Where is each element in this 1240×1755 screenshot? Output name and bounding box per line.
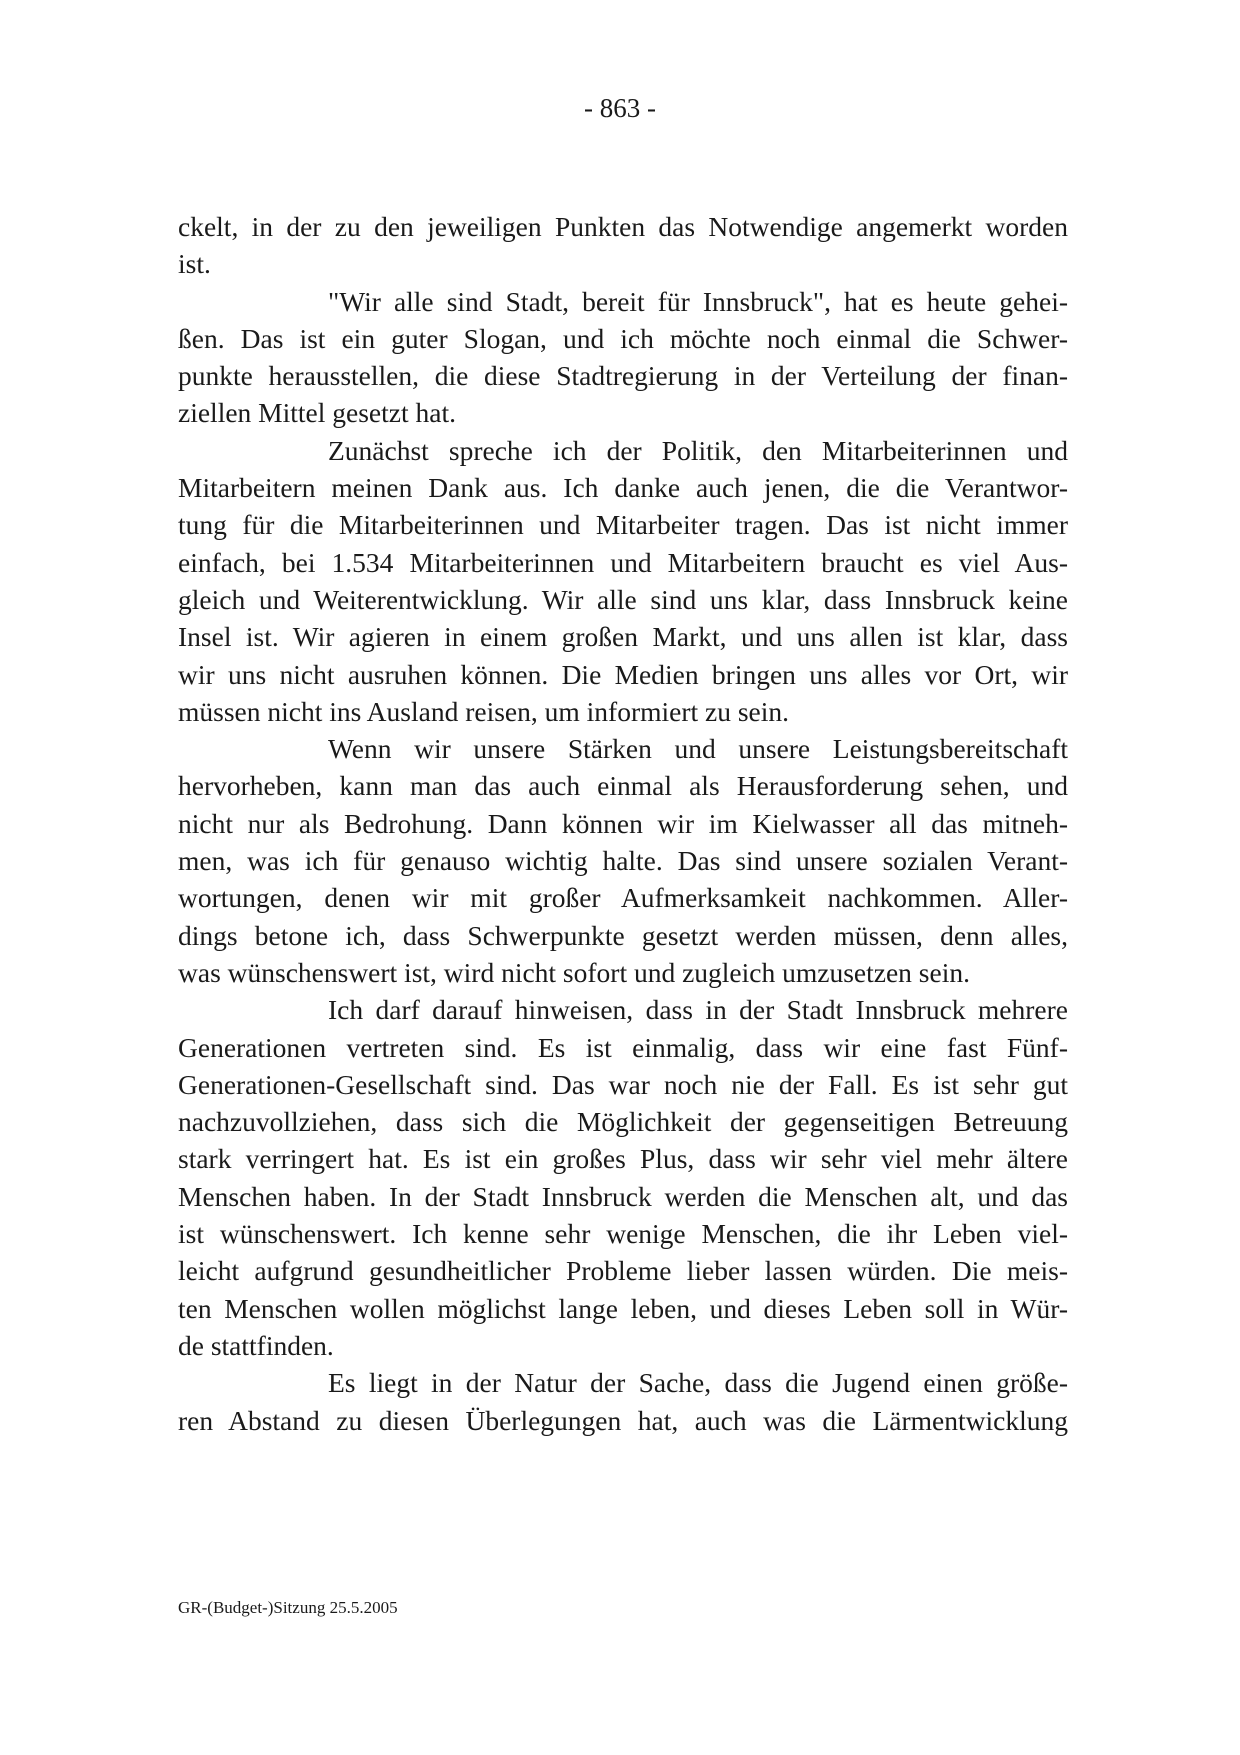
- text-line: hervorheben, kann man das auch einmal als Herausforderung sehen, und: [178, 770, 1068, 802]
- text-line: ziellen Mittel gesetzt hat.: [178, 397, 456, 429]
- text-line: Generationen-Gesellschaft sind. Das war noch nie der Fall. Es ist sehr gut: [178, 1068, 1068, 1100]
- text-line: stark verringert hat. Es ist ein großes Plus, dass wir sehr viel mehr ältere: [178, 1143, 1068, 1175]
- text-line: was wünschenswert ist, wird nicht sofort und zugleich umzusetzen sein.: [178, 956, 970, 988]
- text-line: ren Abstand zu diesen Überlegungen hat, auch was die Lärmentwicklung: [178, 1404, 1068, 1436]
- text-line: ßen. Das ist ein guter Slogan, und ich möchte noch einmal die Schwer-: [178, 322, 1068, 354]
- text-line: nicht nur als Bedrohung. Dann können wir im Kielwasser all das mitneh-: [178, 807, 1068, 839]
- text-line: ist.: [178, 248, 211, 280]
- text-line: de stattfinden.: [178, 1329, 334, 1361]
- text-line: Wenn wir unsere Stärken und unsere Leistungsbereitschaft: [328, 733, 1068, 765]
- text-line: tung für die Mitarbeiterinnen und Mitarbeiter tragen. Das ist nicht immer: [178, 509, 1068, 541]
- text-line: Menschen haben. In der Stadt Innsbruck werden die Menschen alt, und das: [178, 1180, 1068, 1212]
- text-line: ten Menschen wollen möglichst lange leben, und dieses Leben soll in Wür-: [178, 1292, 1068, 1324]
- body-text: [178, 208, 1068, 1439]
- text-line: Ich darf darauf hinweisen, dass in der Stadt Innsbruck mehrere: [328, 994, 1068, 1026]
- text-line: men, was ich für genauso wichtig halte. Das sind unsere sozialen Verant-: [178, 845, 1068, 877]
- text-line: müssen nicht ins Ausland reisen, um informiert zu sein.: [178, 695, 790, 727]
- text-line: wortungen, denen wir mit großer Aufmerksamkeit nachkommen. Aller-: [178, 882, 1068, 914]
- text-line: Insel ist. Wir agieren in einem großen Markt, und uns allen ist klar, dass: [178, 621, 1068, 653]
- text-line: Es liegt in der Natur der Sache, dass die Jugend einen größe-: [328, 1367, 1068, 1399]
- text-line: Mitarbeitern meinen Dank aus. Ich danke auch jenen, die die Verantwor-: [178, 472, 1068, 504]
- text-line: dings betone ich, dass Schwerpunkte gesetzt werden müssen, denn alles,: [178, 919, 1068, 951]
- footer-session-label: GR-(Budget-)Sitzung 25.5.2005: [178, 1598, 398, 1617]
- text-line: Zunächst spreche ich der Politik, den Mitarbeiterinnen und: [328, 434, 1068, 466]
- text-line: einfach, bei 1.534 Mitarbeiterinnen und Mitarbeitern braucht es viel Aus-: [178, 546, 1068, 578]
- text-line: ist wünschenswert. Ich kenne sehr wenige Menschen, die ihr Leben viel-: [178, 1218, 1068, 1250]
- text-line: ckelt, in der zu den jeweiligen Punkten das Notwendige angemerkt worden: [178, 211, 1068, 242]
- text-line: Generationen vertreten sind. Es ist einmalig, dass wir eine fast Fünf-: [178, 1031, 1068, 1063]
- text-line: leicht aufgrund gesundheitlicher Probleme lieber lassen würden. Die meis-: [178, 1255, 1068, 1287]
- text-line: "Wir alle sind Stadt, bereit für Innsbruck", hat es heute gehei-: [328, 285, 1068, 317]
- page-number: - 863 -: [584, 93, 656, 123]
- text-line: punkte herausstellen, die diese Stadtregierung in der Verteilung der finan-: [178, 360, 1068, 392]
- text-line: gleich und Weiterentwicklung. Wir alle sind uns klar, dass Innsbruck keine: [178, 583, 1068, 615]
- text-line: nachzuvollziehen, dass sich die Möglichkeit der gegenseitigen Betreuung: [178, 1106, 1068, 1138]
- text-line: wir uns nicht ausruhen können. Die Medien bringen uns alles vor Ort, wir: [178, 658, 1068, 690]
